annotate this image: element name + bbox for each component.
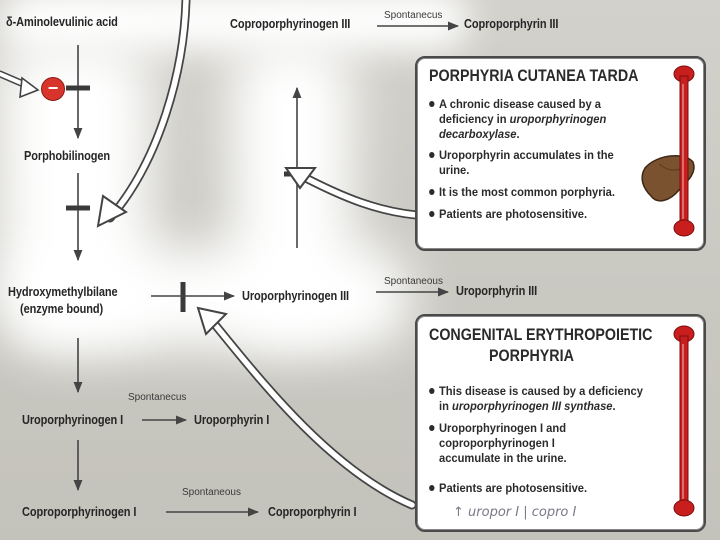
cep-callout-arrow [208,316,412,505]
handwritten-note: ↑ uropor I | copro I [453,505,577,520]
label-coproporphyrin-i: Coproporphyrin I [268,505,357,519]
pct-bullet-4: Patients are photosensitive. [439,207,653,222]
pct-bullet-2: Uroporphyrin accumulates in the urine. [439,148,653,178]
pct-callout-arrow [298,174,430,216]
label-spontaneous-top: Spontanecus [384,10,443,21]
feedback-arrow-head [20,78,38,97]
label-aminolevulinic-acid: δ-Aminolevulinic acid [6,15,118,29]
pct-bullet-3: It is the most common porphyria. [439,185,653,200]
label-enzyme-bound: (enzyme bound) [20,302,104,316]
bullet-dot-icon [429,425,434,431]
label-coproporphyrin-iii: Coproporphyrin III [464,17,559,31]
label-spontaneous-copro1: Spontaneous [182,487,241,498]
cep-title-line2: PORPHYRIA [489,346,574,365]
bullet-dot-icon [429,189,434,195]
label-porphobilinogen: Porphobilinogen [24,149,111,163]
cep-info-box [415,314,706,532]
label-coproporphyrinogen-iii: Coproporphyrinogen III [230,17,351,31]
pct-bullet-1: A chronic disease caused by a deficiency in uroporphyrinogen decarboxylase. [439,97,653,142]
label-uroporphyrinogen-iii: Uroporphyrinogen III [242,289,350,303]
label-spontaneous-uro1: Spontanecus [128,392,187,403]
label-uroporphyrin-iii: Uroporphyrin III [456,284,538,298]
curved-callout-arrow [110,0,186,218]
bone-icon [669,324,699,520]
pct-info-box [415,56,706,251]
bone-icon [669,64,699,239]
inhibition-minus-icon: − [41,77,65,101]
bullet-dot-icon [429,388,434,394]
bullet-dot-icon [429,485,434,491]
bullet-dot-icon [429,101,434,107]
label-coproporphyrinogen-i: Coproporphyrinogen I [22,505,137,519]
label-hydroxymethylbilane: Hydroxymethylbilane [8,285,118,299]
cep-bullet-2: Uroporphyrinogen I and coproporphyrinogen I accumulate in the urine. [439,421,610,466]
bullet-dot-icon [429,211,434,217]
cep-bullet-1: This disease is caused by a deficiency in uroporphyrinogen III synthase. [439,384,653,414]
label-uroporphyrin-i: Uroporphyrin I [194,413,270,427]
cep-bullet-3: Patients are photosensitive. [439,481,653,496]
label-uroporphyrinogen-i: Uroporphyrinogen I [22,413,124,427]
cep-title-line1: CONGENITAL ERYTHROPOIETIC [429,325,653,344]
bullet-dot-icon [429,152,434,158]
label-spontaneous-uro3: Spontaneous [384,276,443,287]
pct-title: PORPHYRIA CUTANEA TARDA [429,66,639,85]
